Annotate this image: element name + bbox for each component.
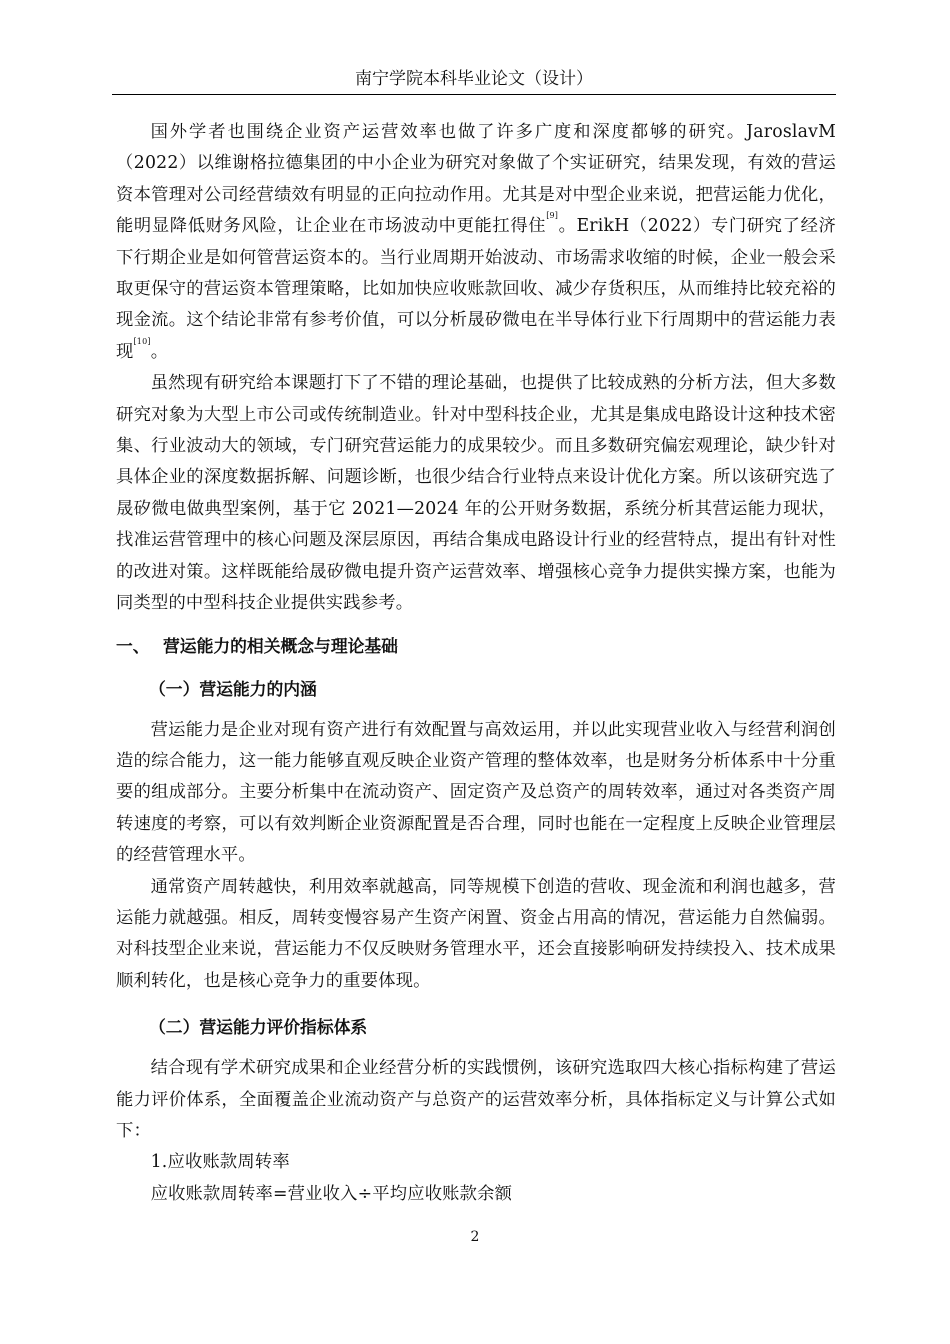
header-title: 南宁学院本科毕业论文（设计）	[355, 69, 593, 89]
section-number: 一、	[116, 635, 150, 656]
paragraph-1-part-b: 。ErikH（2022）专门研究了经济下行期企业是如何管营运资本的。当行业周期开始波动、市场需求收缩的时候，企业一般会采取更保守的营运资本管理策略，比如加快应收账款回收、减少存货积压，从而维持比较充裕的现金流。这个结论非常有参考价值，可以分析晟矽微电在半导体行业下行周期中的营运能力表现	[116, 216, 836, 362]
paragraph-3: 营运能力是企业对现有资产进行有效配置与高效运用，并以此实现营业收入与经营利润创造的综合能力，这一能力能够直观反映企业资产管理的整体效率，也是财务分析体系中十分重要的组成部分。主要分析集中在流动资产、固定资产及总资产的周转效率，通过对各类资产周转速度的考察，可以有效判断企业资源配置是否合理，同时也能在一定程度上反映企业管理层的经营管理水平。	[116, 719, 836, 866]
paragraph-1	[116, 117, 836, 368]
section-heading-1	[116, 631, 836, 662]
list-item-1: 1.应收账款周转率	[150, 1152, 290, 1173]
page-body	[116, 117, 836, 1210]
paragraph-1-part-a: 国外学者也围绕企业资产运营效率也做了许多广度和深度都够的研究。JaroslavM（2022）以维谢格拉德集团的中小企业为研究对象做了个实证研究，结果发现，有效的营运资本管理对公司经营绩效有明显的正向拉动作用。尤其是对中型企业来说，把营运能力优化，能明显降低财务风险，让企业在市场波动中更能扛得住	[116, 122, 836, 237]
paragraph-2: 虽然现有研究给本课题打下了不错的理论基础，也提供了比较成熟的分析方法，但大多数研究对象为大型上市公司或传统制造业。针对中型科技企业，尤其是集成电路设计这种技术密集、行业波动大的领域，专门研究营运能力的成果较少。而且多数研究偏宏观理论，缺少针对具体企业的深度数据拆解、问题诊断，也很少结合行业特点来设计优化方案。所以该研究选了晟矽微电做典型案例，基于它 2021—2024 年的公开财务数据，系统分析其营运能力现状，找准运营管理中的核心问题及深层原因，再结合集成电路设计行业的经营特点，提出有针对性的改进对策。这样既能给晟矽微电提升资产运营效率、增强核心竞争力提供实操方案，也能为同类型的中型科技企业提供实践参考。	[116, 373, 836, 614]
subsection-heading-1: （一）营运能力的内涵	[149, 678, 317, 699]
subsection-heading-2: （二）营运能力评价指标体系	[149, 1017, 368, 1038]
paragraph-4: 通常资产周转越快，利用效率就越高，同等规模下创造的营收、现金流和利润也越多，营运能力就越强。相反，周转变慢容易产生资产闲置、资金占用高的情况，营运能力自然偏弱。对科技型企业来说，营运能力不仅反映财务管理水平，还会直接影响研发持续投入、技术成果顺利转化，也是核心竞争力的重要体现。	[116, 876, 836, 991]
paragraph-1-part-c: 。	[150, 341, 169, 362]
page-number: 2	[470, 1229, 480, 1245]
citation-10: [10]	[133, 336, 151, 346]
formula-1: 应收账款周转率=营业收入÷平均应收账款余额	[150, 1183, 513, 1204]
citation-9: [9]	[546, 211, 559, 221]
section-title: 营运能力的相关概念与理论基础	[163, 635, 398, 656]
paragraph-5: 结合现有学术研究成果和企业经营分析的实践惯例，该研究选取四大核心指标构建了营运能力评价体系，全面覆盖企业流动资产与总资产的运营效率分析，具体指标定义与计算公式如下：	[116, 1058, 836, 1141]
running-header	[112, 66, 836, 95]
